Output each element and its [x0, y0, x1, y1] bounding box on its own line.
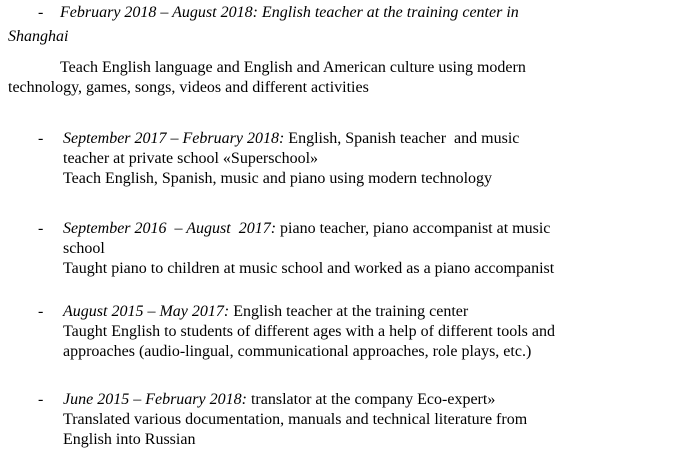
entry-description-line: Taught piano to children at music school and worked as a piano accompanist — [63, 260, 555, 277]
description-line: technology, games, songs, videos and different activities — [8, 79, 369, 96]
entry-date: September 2017 – February 2018: — [63, 130, 285, 147]
entry-description-line: Teach English, Spanish, music and piano using modern technology — [63, 170, 493, 187]
entry-role-line — [63, 129, 668, 149]
entry-role: English, Spanish teacher and music — [284, 130, 520, 147]
bullet-dash: - — [38, 220, 44, 237]
bullet-dash: - — [38, 303, 44, 320]
experience-entry — [8, 1, 668, 49]
entry-description-line: English into Russian — [63, 431, 196, 448]
entry-role-line — [63, 390, 668, 410]
entry-role: English teacher at the training center in — [257, 4, 519, 21]
entry-role-line — [63, 219, 668, 239]
entry-role-continuation: school — [63, 240, 105, 257]
bullet-dash: - — [38, 130, 44, 147]
description-paragraph — [8, 58, 668, 98]
entry-date: September 2016 – August 2017: — [63, 220, 277, 237]
entry-role: English teacher at the training center — [229, 303, 469, 320]
experience-entry — [38, 219, 668, 279]
bullet-dash: - — [38, 391, 44, 408]
entry-date: August 2015 – May 2017: — [63, 303, 230, 320]
entry-date: June 2015 – February 2018: — [63, 391, 247, 408]
entry-role-line — [38, 1, 668, 25]
entry-date: February 2018 – August 2018: — [60, 4, 258, 21]
resume-experience-section — [0, 1, 674, 450]
entry-role-continuation: Shanghai — [8, 28, 69, 45]
entry-description-line: Taught English to students of different ages with a help of different tools and — [63, 323, 555, 340]
entry-description-line: Translated various documentation, manuals and technical literature from — [63, 411, 528, 428]
entry-role: piano teacher, piano accompanist at music — [276, 220, 551, 237]
bullet-dash: - — [38, 4, 44, 21]
entry-role-line — [63, 302, 668, 322]
entry-role: translator at the company Eco-expert» — [246, 391, 496, 408]
experience-entry — [38, 129, 668, 189]
description-line: Teach English language and English and American culture using modern — [60, 59, 526, 76]
experience-entry — [38, 390, 668, 450]
entry-role-continuation: teacher at private school «Superschool» — [63, 150, 319, 167]
entry-description-line: approaches (audio-lingual, communicational approaches, role plays, etc.) — [63, 343, 532, 360]
experience-entry — [38, 302, 668, 362]
